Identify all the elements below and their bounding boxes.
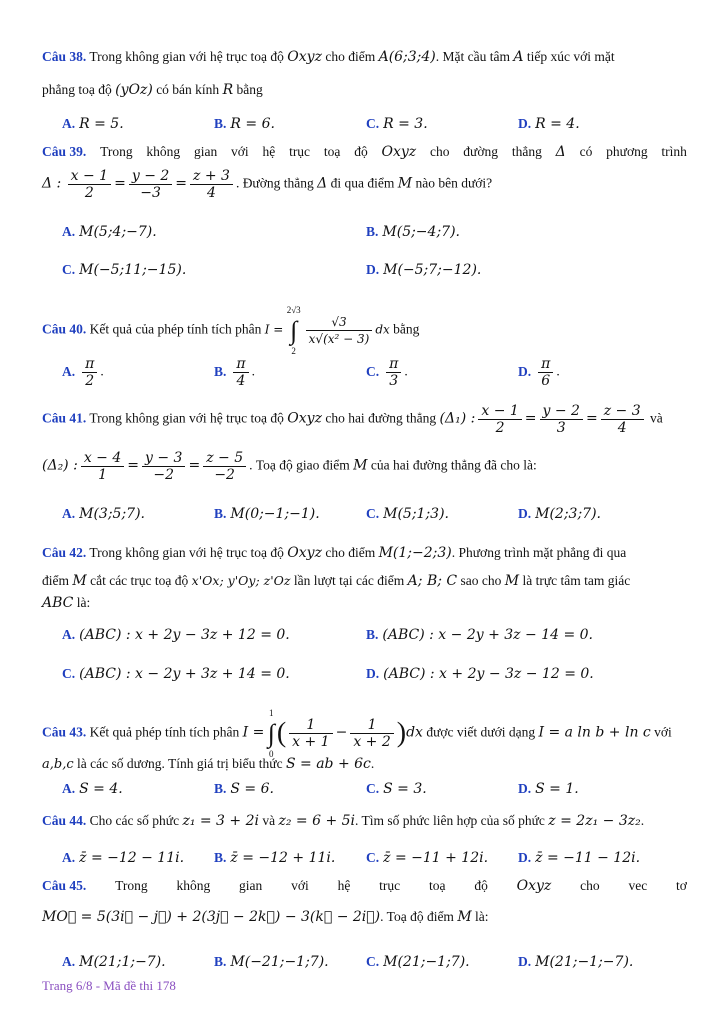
q42-number: Câu 42.: [42, 545, 87, 560]
integral-sign-icon: ∫: [267, 718, 275, 748]
q39-number: Câu 39.: [42, 144, 87, 159]
q43-number: Câu 43.: [42, 724, 87, 740]
q42-option-d[interactable]: D. (ABC) : x + 2y − 3z − 12 = 0.: [366, 666, 594, 682]
q41-line1: Câu 41. Trong không gian với hệ trục toạ độ Oxyz cho hai đường thẳng (Δ₁) : $\frac{x - 1}{2}$ = $\frac{y - 2}{3}$ = $\frac{z - 3}{4}$ và: [42, 403, 663, 436]
q40-line1: Câu 40. Kết quả của phép tính tích phân I = 2√3 ∫ 2 $\frac{√3}{\text{x√(x² − 3)}}$ dx bằng: [42, 300, 419, 361]
q43-option-d[interactable]: D. S = 1.: [518, 781, 579, 797]
q40-option-b[interactable]: B. $\frac{\pi}{4}$ .: [214, 356, 255, 389]
q41-line2: (Δ₂) : $\frac{x - 4}{1}$ = $\frac{y - 3}{-2}$ = $\frac{z - 5}{-2}$ . Toạ độ giao điểm M của hai đường thẳng đã cho là:: [42, 450, 537, 483]
q41-option-a[interactable]: A. M(3;5;7).: [62, 506, 145, 522]
q45-number: Câu 45.: [42, 878, 87, 893]
q45-option-a[interactable]: A. M(21;1;−7).: [62, 954, 166, 970]
q44-option-a[interactable]: A. z̄ = −12 − 11i.: [62, 850, 185, 866]
q41-option-d[interactable]: D. M(2;3;7).: [518, 506, 601, 522]
q38-line2: phẳng toạ độ (yOz) có bán kính R bằng: [42, 82, 263, 98]
q44-option-d[interactable]: D. z̄ = −11 − 12i.: [518, 850, 641, 866]
q38-line1: Câu 38. Trong không gian với hệ trục toạ độ Oxyz cho điểm A(6;3;4). Mặt cầu tâm A tiếp xúc với mặt: [42, 49, 615, 65]
q38-option-c[interactable]: C. R = 3.: [366, 116, 428, 132]
q39-frac-x: $\frac{x - 1}{2}$: [68, 168, 111, 201]
q45-line2: MO⃗ = 5(3i⃗ − j⃗) + 2(3j⃗ − 2k⃗) − 3(k⃗ − 2i⃗). Toạ độ điểm M là:: [42, 909, 489, 925]
q44-option-b[interactable]: B. z̄ = −12 + 11i.: [214, 850, 336, 866]
q42-option-c[interactable]: C. (ABC) : x − 2y + 3z + 14 = 0.: [62, 666, 290, 682]
q40-integrand: $\frac{√3}{\text{x√(x² − 3)}}$: [306, 314, 373, 347]
q41-option-c[interactable]: C. M(5;1;3).: [366, 506, 449, 522]
q43-integral-limits: 1 ∫ 0: [267, 708, 275, 759]
q39-option-b[interactable]: B. M(5;−4;7).: [366, 224, 460, 240]
q43-option-a[interactable]: A. S = 4.: [62, 781, 123, 797]
q43-option-b[interactable]: B. S = 6.: [214, 781, 274, 797]
q39-line2: Δ : $\frac{x - 1}{2}$ = $\frac{y - 2}{-3}$ = $\frac{z + 3}{4}$ . Đường thẳng Δ đi qua điểm M nào bên dưới?: [42, 168, 493, 201]
q41-number: Câu 41.: [42, 410, 87, 426]
q39-option-c[interactable]: C. M(−5;11;−15).: [62, 262, 187, 278]
q42-line3: ABC là:: [42, 595, 91, 611]
integral-sign-icon: ∫: [290, 315, 298, 345]
q42-line2: điểm M cắt các trục toạ độ x'Ox; y'Oy; z'Oz lần lượt tại các điểm A; B; C sao cho M là trực tâm tam giác: [42, 573, 631, 589]
q38-option-a[interactable]: A. R = 5.: [62, 116, 124, 132]
q38-number: Câu 38.: [42, 49, 87, 64]
q45-line1: Câu 45. Trong không gian với hệ trục toạ độ Oxyz cho vec tơ: [42, 878, 687, 894]
q43-line2: a,b,c là các số dương. Tính giá trị biểu thức S = ab + 6c.: [42, 756, 375, 772]
q39-frac-y: $\frac{y - 2}{-3}$: [129, 168, 172, 201]
q40-option-a[interactable]: A. $\frac{\pi}{2}$ .: [62, 356, 104, 389]
q44-number: Câu 44.: [42, 813, 87, 828]
q43-line1: Câu 43. Kết quả phép tính tích phân I = 1 ∫ 0 ( $\frac{1}{x + 1}$ − $\frac{1}{x + 2}$ )dx được viết dưới dạng I = a ln b + ln c với: [42, 703, 672, 764]
q40-integral-limits: 2√3 ∫ 2: [286, 305, 301, 356]
q45-option-c[interactable]: C. M(21;−1;7).: [366, 954, 470, 970]
q40-number: Câu 40.: [42, 321, 87, 337]
q42-option-a[interactable]: A. (ABC) : x + 2y − 3z + 12 = 0.: [62, 627, 290, 643]
q41-option-b[interactable]: B. M(0;−1;−1).: [214, 506, 320, 522]
q44-line1: Câu 44. Cho các số phức z₁ = 3 + 2i và z₂ = 6 + 5i. Tìm số phức liên hợp của số phức z = 2z₁ − 3z₂.: [42, 813, 645, 829]
q39-option-a[interactable]: A. M(5;4;−7).: [62, 224, 157, 240]
page-footer: Trang 6/8 - Mã đề thi 178: [42, 978, 176, 993]
q45-option-b[interactable]: B. M(−21;−1;7).: [214, 954, 329, 970]
q38-option-b[interactable]: B. R = 6.: [214, 116, 275, 132]
q43-option-c[interactable]: C. S = 3.: [366, 781, 427, 797]
q39-line1: Câu 39. Trong không gian với hệ trục toạ độ Oxyz cho đường thẳng Δ có phương trình: [42, 144, 687, 160]
q39-frac-z: $\frac{z + 3}{4}$: [190, 168, 233, 201]
q44-option-c[interactable]: C. z̄ = −11 + 12i.: [366, 850, 489, 866]
q42-line1: Câu 42. Trong không gian với hệ trục toạ độ Oxyz cho điểm M(1;−2;3). Phương trình mặt phẳng đi qua: [42, 545, 627, 561]
q42-option-b[interactable]: B. (ABC) : x − 2y + 3z − 14 = 0.: [366, 627, 593, 643]
q39-option-d[interactable]: D. M(−5;7;−12).: [366, 262, 482, 278]
q45-option-d[interactable]: D. M(21;−1;−7).: [518, 954, 634, 970]
q40-option-d[interactable]: D. $\frac{\pi}{6}$ .: [518, 356, 560, 389]
q40-option-c[interactable]: C. $\frac{\pi}{3}$ .: [366, 356, 408, 389]
q38-option-d[interactable]: D. R = 4.: [518, 116, 580, 132]
